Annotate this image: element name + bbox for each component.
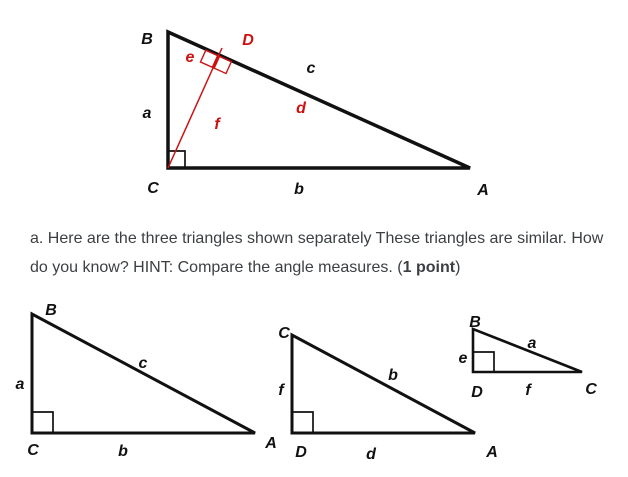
main-triangle-figure: [141, 31, 489, 199]
side-label-f: f: [525, 382, 531, 399]
question-line-2-text: do you know? HINT: Compare the angle measures. (: [30, 259, 403, 276]
vertex-label-B: B: [45, 302, 57, 319]
side-label-b: b: [118, 443, 128, 460]
main-triangle-outline: [168, 32, 470, 168]
vertex-label-C: C: [585, 381, 597, 398]
altitude-line-CD: [168, 48, 222, 168]
side-label-e: e: [458, 350, 468, 367]
side-label-a: a: [15, 376, 25, 393]
side-label-b: b: [294, 181, 304, 198]
side-label-b: b: [388, 367, 398, 384]
separated-triangle-CDA: [278, 325, 498, 463]
point-label-D: D: [242, 32, 254, 49]
question-line-2: [30, 253, 610, 282]
vertex-label-C: C: [27, 442, 39, 459]
triangle-CDA-outline: [292, 335, 475, 433]
separated-triangle-BDC: [459, 314, 598, 401]
vertex-label-C: C: [147, 180, 159, 197]
right-angle-mark-at-D: [473, 352, 494, 372]
side-label-d: d: [366, 446, 376, 463]
vertex-label-B: B: [469, 314, 481, 331]
question-text: [30, 224, 610, 282]
vertex-label-D: D: [471, 384, 483, 401]
vertex-label-D: D: [295, 444, 307, 461]
right-angle-mark-at-C: [32, 412, 53, 433]
side-label-a: a: [527, 335, 537, 352]
right-angle-mark-at-C: [168, 151, 185, 168]
side-label-c: c: [138, 355, 148, 372]
side-label-a: a: [142, 105, 152, 122]
triangle-BCA-outline: [32, 314, 255, 433]
segment-label-d: d: [296, 100, 306, 117]
question-line-1: a. Here are the three triangles shown separately These triangles are similar. How: [30, 230, 604, 247]
vertex-label-A: A: [265, 435, 277, 452]
segment-label-e: e: [185, 49, 195, 66]
vertex-label-B: B: [141, 31, 153, 48]
vertex-label-C: C: [278, 325, 290, 342]
side-label-c: c: [306, 60, 316, 77]
vertex-label-A: A: [486, 444, 498, 461]
right-angle-mark-at-D: [292, 412, 313, 433]
question-line-2-close: ): [455, 259, 461, 276]
separated-triangle-BCA: [16, 302, 277, 460]
side-label-f: f: [278, 382, 284, 399]
points-badge: 1 point: [402, 259, 456, 276]
vertex-label-A: A: [477, 182, 489, 199]
altitude-label-f: f: [214, 116, 220, 133]
